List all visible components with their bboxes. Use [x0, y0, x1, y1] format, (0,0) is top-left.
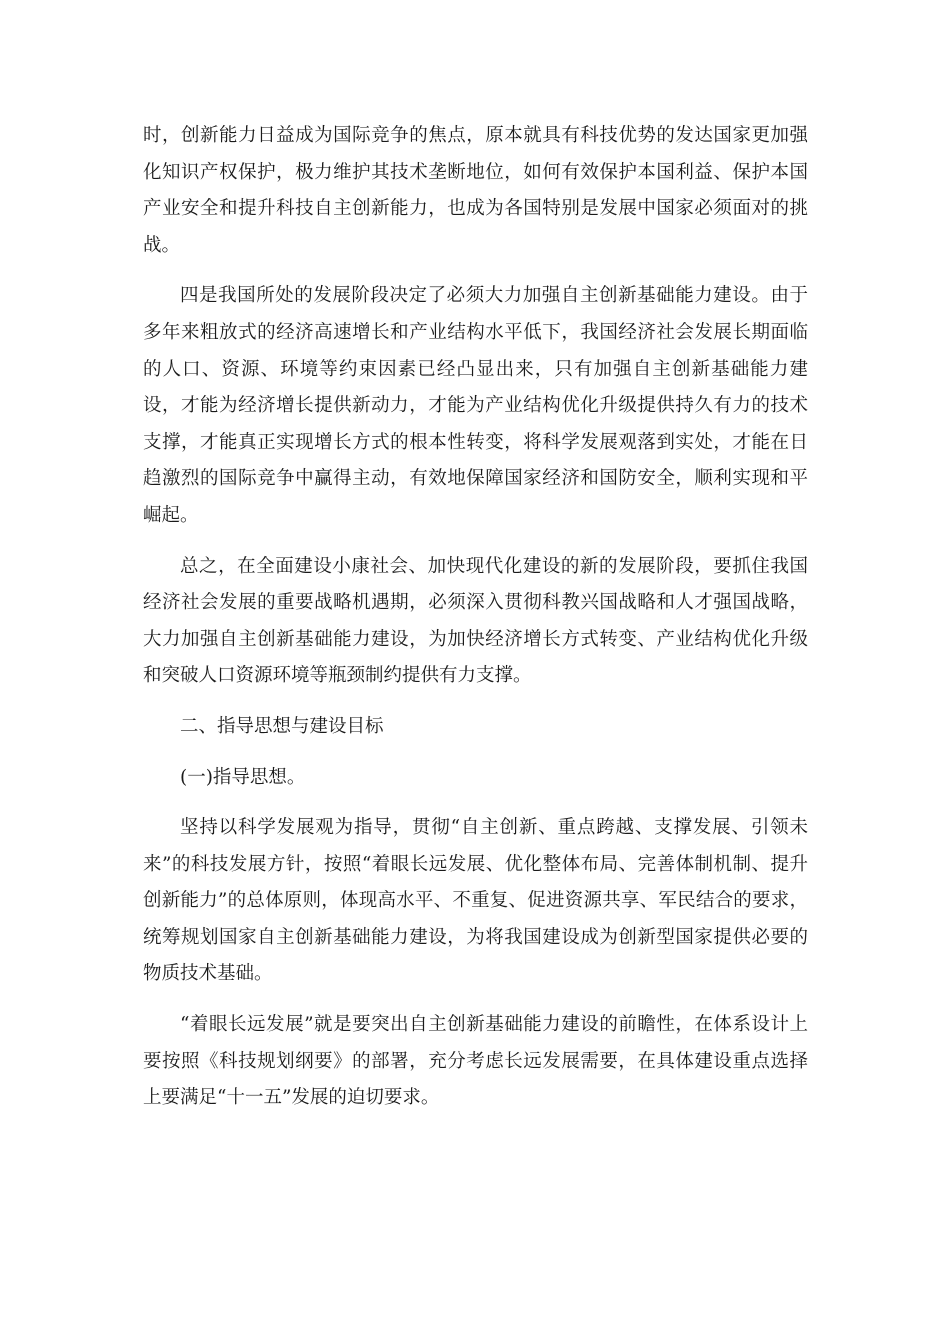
paragraph-continuation: 时，创新能力日益成为国际竞争的焦点，原本就具有科技优势的发达国家更加强化知识产权保护，极力维护其技术垄断地位，如何有效保护本国利益、保护本国产业安全和提升科技自主创新能力，也成为各国特别是发展中国家必须面对的挑战。: [143, 125, 808, 256]
paragraph-development-stage: 四是我国所处的发展阶段决定了必须大力加强自主创新基础能力建设。由于多年来粗放式的经济高速增长和产业结构水平低下，我国经济社会发展长期面临的人口、资源、环境等约束因素已经凸显出来，只有加强自主创新基础能力建设，才能为经济增长提供新动力，才能为产业结构优化升级提供持久有力的技术支撑，才能真正实现增长方式的根本性转变，将科学发展观落到实处，才能在日趋激烈的国际竞争中赢得主动，有效地保障国家经济和国防安全，顺利实现和平崛起。: [143, 285, 808, 526]
subsection-heading: (一)指导思想。: [180, 766, 306, 788]
paragraph-long-term-development: “着眼长远发展”就是要突出自主创新基础能力建设的前瞻性，在体系设计上要按照《科技规划纲要》的部署，充分考虑长远发展需要，在具体建设重点选择上要满足“十一五”发展的迫切要求。: [143, 1014, 808, 1109]
section-heading: 二、指导思想与建设目标: [180, 715, 384, 737]
paragraph-summary: 总之，在全面建设小康社会、加快现代化建设的新的发展阶段，要抓住我国经济社会发展的重要战略机遇期，必须深入贯彻科教兴国战略和人才强国战略，大力加强自主创新基础能力建设，为加快经济增长方式转变、产业结构优化升级和突破人口资源环境等瓶颈制约提供有力支撑。: [143, 555, 808, 687]
document-body: [143, 118, 808, 1131]
paragraph-guiding-thought: 坚持以科学发展观为指导，贯彻“自主创新、重点跨越、支撑发展、引领未来”的科技发展方针，按照“着眼长远发展、优化整体布局、完善体制机制、提升创新能力”的总体原则，体现高水平、不重复、促进资源共享、军民结合的要求，统筹规划国家自主创新基础能力建设，为将我国建设成为创新型国家提供必要的物质技术基础。: [143, 817, 808, 985]
